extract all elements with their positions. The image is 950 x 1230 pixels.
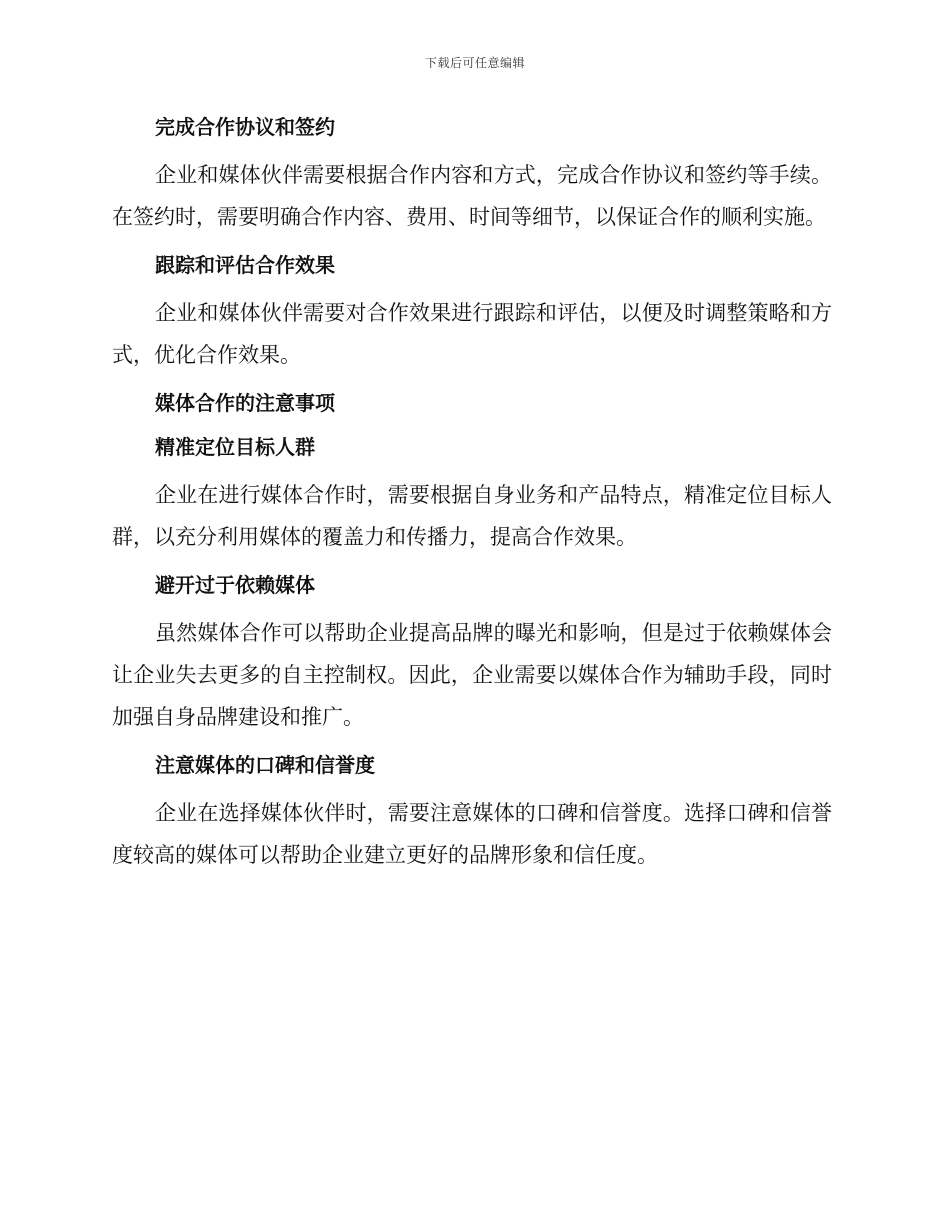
chapter-heading: 媒体合作的注意事项 bbox=[155, 391, 335, 415]
section-heading: 精准定位目标人群 bbox=[155, 435, 315, 459]
section-heading: 跟踪和评估合作效果 bbox=[155, 253, 335, 277]
body-paragraph: 虽然媒体合作可以帮助企业提高品牌的曝光和影响，但是过于依赖媒体会让企业失去更多的自主控制权。因此，企业需要以媒体合作为辅助手段，同时加强自身品牌建设和推广。 bbox=[112, 621, 832, 729]
body-paragraph: 企业在进行媒体合作时，需要根据自身业务和产品特点，精准定位目标人群，以充分利用媒体的覆盖力和传播力，提高合作效果。 bbox=[112, 483, 832, 549]
body-paragraph: 企业和媒体伙伴需要根据合作内容和方式，完成合作协议和签约等手续。在签约时，需要明确合作内容、费用、时间等细节，以保证合作的顺利实施。 bbox=[112, 163, 832, 229]
body-paragraph: 企业和媒体伙伴需要对合作效果进行跟踪和评估，以便及时调整策略和方式，优化合作效果。 bbox=[112, 301, 832, 367]
section-heading: 注意媒体的口碑和信誉度 bbox=[155, 753, 375, 777]
document-body bbox=[112, 110, 832, 886]
section-heading: 完成合作协议和签约 bbox=[155, 115, 335, 139]
page-header: 下载后可任意编辑 bbox=[424, 56, 525, 70]
body-paragraph: 企业在选择媒体伙伴时，需要注意媒体的口碑和信誉度。选择口碑和信誉度较高的媒体可以帮助企业建立更好的品牌形象和信任度。 bbox=[112, 801, 832, 867]
section-heading: 避开过于依赖媒体 bbox=[155, 573, 315, 597]
